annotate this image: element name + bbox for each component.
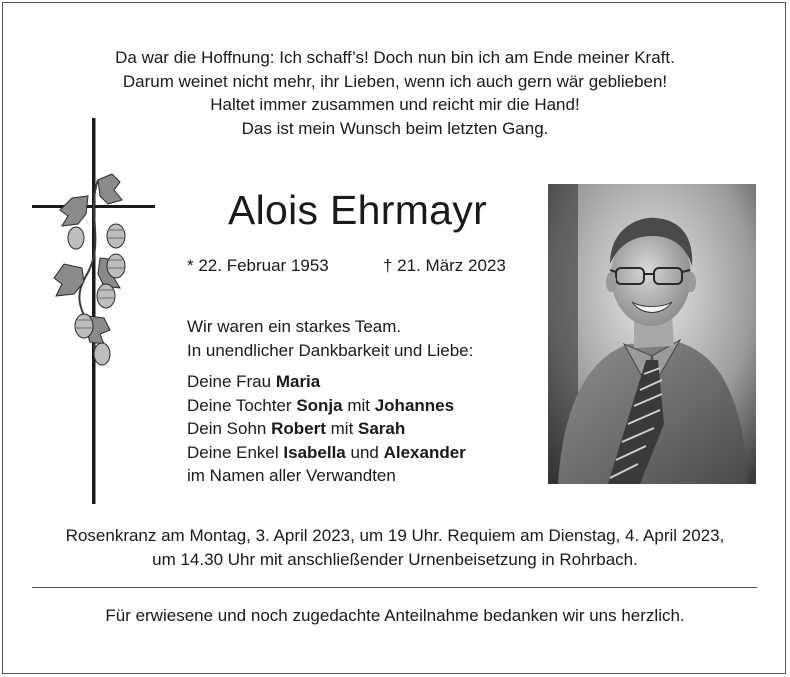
dedication-line: Wir waren ein starkes Team. bbox=[187, 317, 402, 336]
portrait-photo bbox=[548, 184, 756, 484]
service-details bbox=[0, 524, 790, 572]
poem-line: Darum weinet nicht mehr, ihr Lieben, wenn ich auch gern wär geblieben! bbox=[122, 71, 668, 91]
service-line: Rosenkranz am Montag, 3. April 2023, um 19 Uhr. Requiem am Dienstag, 4. April 2023, bbox=[65, 526, 725, 545]
birth-date: * 22. Februar 1953 bbox=[187, 256, 329, 275]
poem-line: Haltet immer zusammen und reicht mir die Hand! bbox=[210, 95, 580, 114]
mourner-line: im Namen aller Verwandten bbox=[187, 466, 396, 485]
mourner-line: Deine Frau Maria bbox=[187, 372, 321, 391]
deceased-name: Alois Ehrmayr bbox=[227, 187, 488, 233]
poem-line: Da war die Hoffnung: Ich schaff’s! Doch nun bin ich am Ende meiner Kraft. bbox=[115, 48, 675, 67]
divider bbox=[32, 587, 757, 588]
thanks-note: Für erwiesene und noch zugedachte Anteilnahme bedanken wir uns herzlich. bbox=[105, 606, 685, 625]
cross-with-hops-icon bbox=[28, 118, 158, 508]
death-date: † 21. März 2023 bbox=[383, 256, 506, 275]
mourners-list bbox=[187, 370, 466, 488]
service-line: um 14.30 Uhr mit anschließender Urnenbeisetzung in Rohrbach. bbox=[152, 550, 638, 569]
dedication bbox=[187, 315, 473, 362]
mourner-line: Deine Tochter Sonja mit Johannes bbox=[187, 395, 455, 415]
poem-line: Das ist mein Wunsch beim letzten Gang. bbox=[241, 118, 549, 138]
mourner-line: Deine Enkel Isabella und Alexander bbox=[187, 442, 466, 462]
dedication-line: In unendlicher Dankbarkeit und Liebe: bbox=[187, 340, 474, 360]
mourner-line: Dein Sohn Robert mit Sarah bbox=[187, 419, 406, 438]
